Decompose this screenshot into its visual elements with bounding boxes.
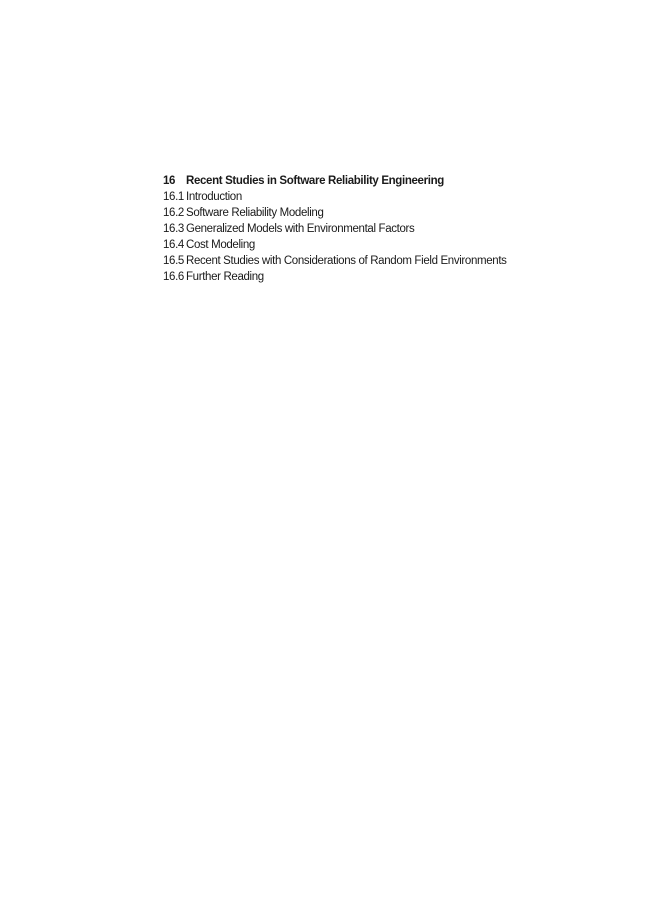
section-entry-16-5: [163, 253, 523, 269]
section-entry-16-3: [163, 221, 523, 237]
section-title: Introduction: [186, 191, 242, 203]
section-number: 16.6: [163, 271, 184, 283]
section-entry-16-4: [163, 237, 523, 253]
section-number: 16.2: [163, 207, 184, 219]
section-title: Further Reading: [186, 271, 264, 283]
section-number: 16.3: [163, 223, 184, 235]
chapter-title: Recent Studies in Software Reliability Engineering: [186, 175, 444, 187]
section-entry-16-2: [163, 205, 523, 221]
section-title: Software Reliability Modeling: [186, 207, 324, 219]
chapter-number: 16: [163, 175, 176, 187]
section-number: 16.1: [163, 191, 184, 203]
section-title: Generalized Models with Environmental Factors: [186, 223, 415, 235]
section-entry-16-6: [163, 269, 523, 285]
section-title: Cost Modeling: [186, 239, 255, 251]
table-of-contents: [163, 173, 523, 285]
section-number: 16.4: [163, 239, 184, 251]
chapter-heading: [163, 173, 523, 189]
section-title: Recent Studies with Considerations of Random Field Environments: [186, 255, 507, 267]
section-number: 16.5: [163, 255, 184, 267]
section-entry-16-1: [163, 189, 523, 205]
